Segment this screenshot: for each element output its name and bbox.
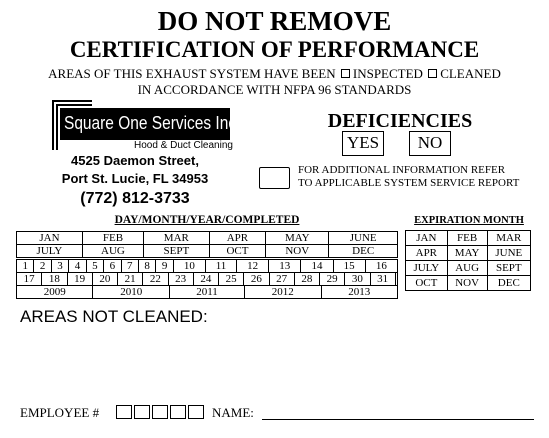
completed-title: DAY/MONTH/YEAR/COMPLETED <box>114 214 300 226</box>
expiration-month-cell[interactable]: JAN <box>406 231 448 246</box>
expiration-title: EXPIRATION MONTH <box>414 215 524 226</box>
employee-number-box[interactable] <box>116 405 132 419</box>
day-cell[interactable]: 12 <box>237 260 269 273</box>
name-field-line[interactable] <box>262 418 534 420</box>
areas-not-cleaned-field[interactable] <box>20 330 535 396</box>
inspected-checkbox[interactable] <box>341 69 350 78</box>
company-address-street: 4525 Daemon Street, <box>71 153 199 168</box>
employee-number-box[interactable] <box>152 405 168 419</box>
day-cell[interactable]: 28 <box>294 273 319 286</box>
month-cell[interactable]: OCT <box>209 245 266 258</box>
day-cell[interactable]: 22 <box>143 273 168 286</box>
completed-days-table-1 <box>16 259 398 273</box>
logo-tagline: Hood & Duct Cleaning <box>134 140 233 151</box>
expiration-month-cell[interactable]: MAR <box>487 231 530 246</box>
day-cell[interactable]: 25 <box>219 273 244 286</box>
day-cell[interactable]: 17 <box>17 273 42 286</box>
expiration-month-cell[interactable]: OCT <box>406 276 448 291</box>
day-cell[interactable]: 27 <box>269 273 294 286</box>
expiration-month-cell[interactable]: JULY <box>406 261 448 276</box>
additional-info-note-1: FOR ADDITIONAL INFORMATION REFER <box>298 164 506 176</box>
additional-info-checkbox[interactable] <box>259 167 290 189</box>
completed-months-table <box>16 231 398 258</box>
month-cell[interactable]: MAR <box>144 232 210 245</box>
year-cell[interactable]: 2013 <box>321 286 397 299</box>
standards-line: IN ACCORDANCE WITH NFPA 96 STANDARDS <box>137 82 412 97</box>
cleaned-label: CLEANED <box>440 66 501 81</box>
expiration-month-cell[interactable]: FEB <box>447 231 487 246</box>
expiration-month-cell[interactable]: JUNE <box>487 246 530 261</box>
day-cell[interactable]: 13 <box>269 260 301 273</box>
year-cell[interactable]: 2011 <box>169 286 244 299</box>
day-cell[interactable]: 18 <box>42 273 67 286</box>
deficiencies-yes-label: YES <box>346 133 380 152</box>
day-cell[interactable]: 2 <box>34 260 51 273</box>
deficiencies-no-label: NO <box>417 133 443 152</box>
day-cell[interactable]: 10 <box>173 260 205 273</box>
month-cell[interactable]: SEPT <box>144 245 210 258</box>
day-cell[interactable]: 3 <box>51 260 68 273</box>
day-cell-blank <box>395 273 397 286</box>
day-cell[interactable]: 1 <box>17 260 34 273</box>
expiration-month-cell[interactable]: APR <box>406 246 448 261</box>
day-cell[interactable]: 24 <box>193 273 218 286</box>
day-cell[interactable]: 4 <box>69 260 86 273</box>
month-cell[interactable]: JAN <box>17 232 83 245</box>
day-cell[interactable]: 7 <box>121 260 138 273</box>
month-cell[interactable]: JULY <box>17 245 83 258</box>
day-cell[interactable]: 14 <box>301 260 333 273</box>
day-cell[interactable]: 15 <box>333 260 365 273</box>
employee-number-box[interactable] <box>188 405 204 419</box>
expiration-month-cell[interactable]: MAY <box>447 246 487 261</box>
deficiencies-no-box[interactable] <box>409 131 451 156</box>
company-address-city: Port St. Lucie, FL 34953 <box>61 171 209 186</box>
year-cell[interactable]: 2012 <box>245 286 321 299</box>
month-cell[interactable]: DEC <box>329 245 398 258</box>
status-prefix: AREAS OF THIS EXHAUST SYSTEM HAVE BEEN <box>48 66 336 81</box>
month-cell[interactable]: AUG <box>82 245 143 258</box>
employee-number-box[interactable] <box>170 405 186 419</box>
completed-days-table-2 <box>16 272 398 286</box>
day-cell[interactable]: 31 <box>370 273 395 286</box>
day-cell[interactable]: 23 <box>168 273 193 286</box>
expiration-month-cell[interactable]: DEC <box>487 276 530 291</box>
name-label: NAME: <box>212 405 254 420</box>
month-cell[interactable]: NOV <box>266 245 329 258</box>
month-cell[interactable]: JUNE <box>329 232 398 245</box>
day-cell[interactable]: 16 <box>365 260 397 273</box>
day-cell[interactable]: 11 <box>205 260 236 273</box>
day-cell[interactable]: 21 <box>118 273 143 286</box>
additional-info-note-2: TO APPLICABLE SYSTEM SERVICE REPORT <box>298 177 520 189</box>
day-cell[interactable]: 30 <box>345 273 370 286</box>
day-cell[interactable]: 6 <box>104 260 121 273</box>
expiration-month-cell[interactable]: AUG <box>447 261 487 276</box>
inspected-label: INSPECTED <box>352 66 423 81</box>
day-cell[interactable]: 26 <box>244 273 269 286</box>
employee-number-box[interactable] <box>134 405 150 419</box>
year-cell[interactable]: 2009 <box>17 286 93 299</box>
deficiencies-title: DEFICIENCIES <box>327 110 473 132</box>
cleaned-checkbox[interactable] <box>428 69 437 78</box>
expiration-table <box>405 230 531 291</box>
system-status-line <box>0 66 549 81</box>
day-cell[interactable]: 20 <box>92 273 117 286</box>
deficiencies-yes-box[interactable] <box>342 131 384 156</box>
day-cell[interactable]: 9 <box>156 260 173 273</box>
month-cell[interactable]: APR <box>209 232 266 245</box>
month-cell[interactable]: MAY <box>266 232 329 245</box>
year-cell[interactable]: 2010 <box>93 286 169 299</box>
title: DO NOT REMOVE <box>157 6 392 36</box>
company-phone: (772) 812-3733 <box>80 190 190 207</box>
completed-years-table <box>16 285 398 299</box>
month-cell[interactable]: FEB <box>82 232 143 245</box>
day-cell[interactable]: 8 <box>138 260 155 273</box>
logo-company-name: Square One Services Inc <box>64 113 237 133</box>
employee-label: EMPLOYEE # <box>20 405 100 420</box>
subtitle: CERTIFICATION OF PERFORMANCE <box>69 37 480 62</box>
day-cell[interactable]: 5 <box>86 260 103 273</box>
expiration-month-cell[interactable]: SEPT <box>487 261 530 276</box>
areas-not-cleaned-label: AREAS NOT CLEANED: <box>20 307 208 326</box>
day-cell[interactable]: 29 <box>320 273 345 286</box>
day-cell[interactable]: 19 <box>67 273 92 286</box>
expiration-month-cell[interactable]: NOV <box>447 276 487 291</box>
company-logo <box>52 100 237 152</box>
